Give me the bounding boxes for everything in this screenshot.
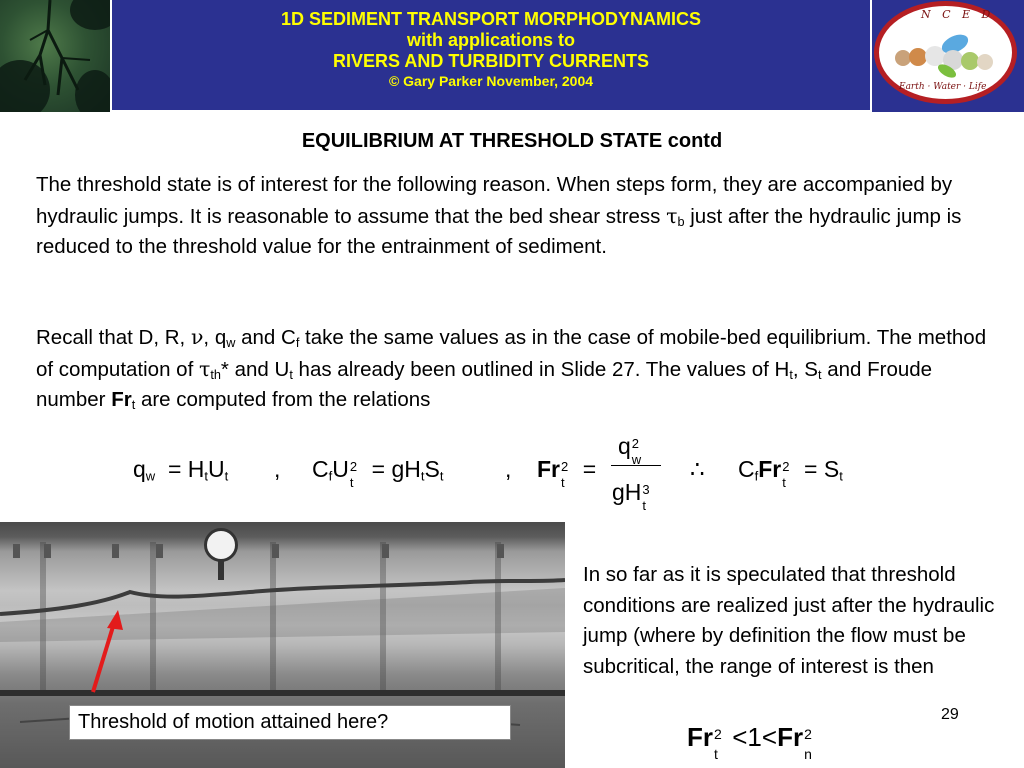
copyright-line: © Gary Parker November, 2004 <box>388 73 594 89</box>
paragraph-2: Recall that D, R, ν, $q_w$ and $C_f$ take the same values as in the case of mobile-bed equilibrium. The method of computation of $\tau_{th}*$ and $U_t$ has already been outlined in Slide 27. The values of $H_t$, $S_t$ and Froude number $Fr_t$ are computed from the relations <box>36 325 987 413</box>
logo-bottom-text: Earth · Water · Life <box>899 82 987 92</box>
slide-header <box>0 0 1024 112</box>
separator-2: , <box>505 456 512 482</box>
logo-top-text: N C E D <box>921 8 995 21</box>
course-title-line2: with applications to <box>406 30 575 50</box>
river-delta-image <box>0 0 110 112</box>
therefore-symbol: ∴ <box>690 456 705 482</box>
page-number: 29 <box>941 706 959 723</box>
course-title-line3: RIVERS AND TURBIDITY CURRENTS <box>332 51 650 71</box>
fraction-bar <box>611 465 661 466</box>
equation-momentum: $C_fU$ 2 t = $gH_tS_t$ <box>312 456 444 490</box>
nced-logo <box>872 0 1024 112</box>
equation-slope-relation: $C_fFr$ 2 t = $S_t$ <box>738 456 843 490</box>
equation-froude-lhs: Fr 2 t = <box>537 456 597 490</box>
side-paragraph: In so far as it is speculated that threshold conditions are realized just after the hydraulic jump (where by definition the flow must be subcritical, the range of interest is then <box>583 563 995 678</box>
froude-inequality: Fr 2 t <1<Fr 2 n <box>687 722 812 762</box>
red-arrow <box>85 608 125 698</box>
course-title-line1: 1D SEDIMENT TRANSPORT MORPHODYNAMICS <box>280 9 702 29</box>
froude-denominator: gH 3 t <box>612 479 650 513</box>
equation-continuity: $q_w = H_tU_t$ <box>133 456 229 484</box>
separator-1: , <box>274 456 281 482</box>
paragraph-1: The threshold state is of interest for the following reason. When steps form, they are accompanied by hydraulic jumps. It is reasonable to assume that the bed shear stress $\tau_b$ just after the hydraulic jump is reduced to the threshold value for the entrainment of sediment. <box>36 173 962 258</box>
photo-caption: Threshold of motion attained here? <box>69 705 511 740</box>
froude-numerator: q 2 w <box>618 433 642 467</box>
course-title-banner <box>112 0 870 110</box>
slide-title: EQUILIBRIUM AT THRESHOLD STATE contd <box>301 130 723 152</box>
